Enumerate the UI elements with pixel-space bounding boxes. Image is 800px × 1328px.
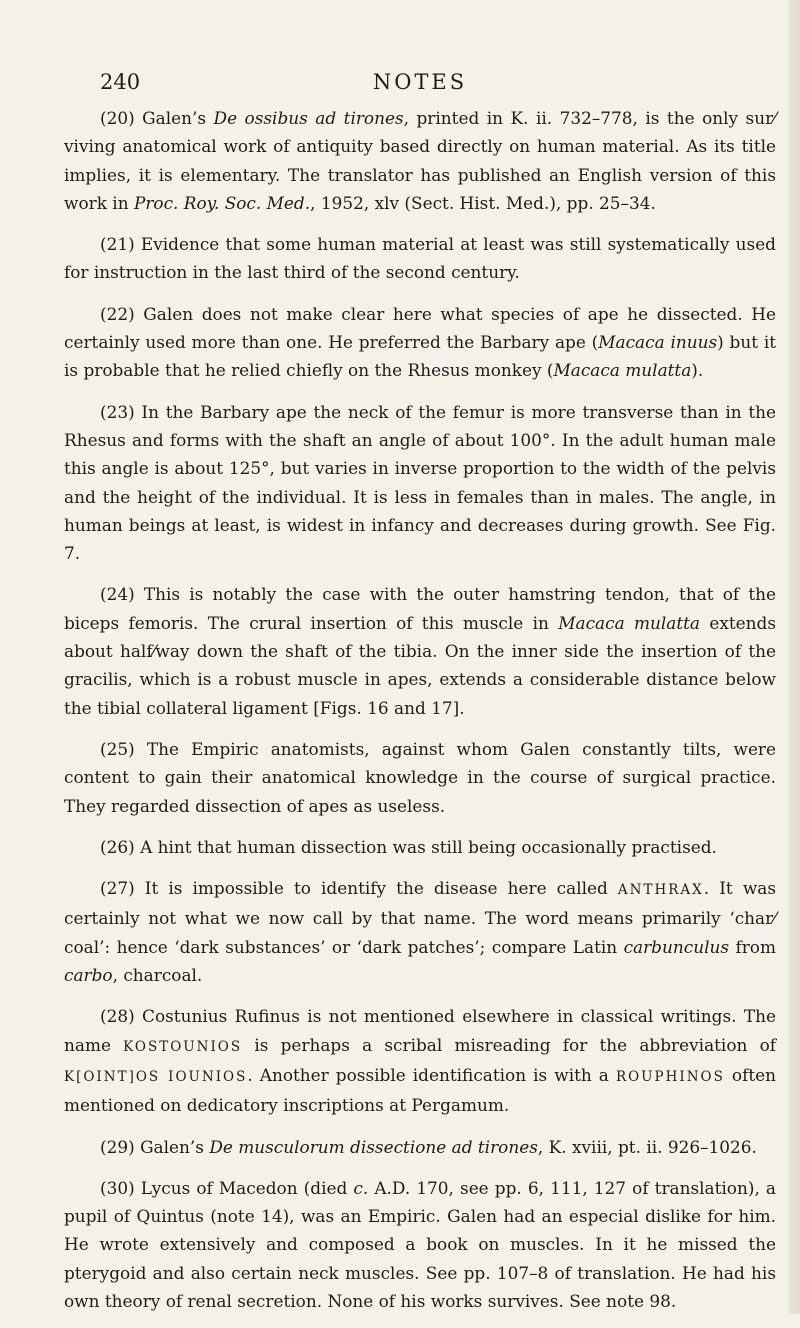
running-head-title: NOTES — [372, 70, 468, 94]
note-text: , printed in K. ii. 732–778, is the only sur⁄ viving anatomical work of antiquity based directly on human material. As its title implies, it is elementary. The translator has published an English version of this work in — [64, 108, 776, 213]
note-text: Costunius Rufinus is not mentioned elsewhere in classical writings. The name — [64, 1006, 776, 1055]
small-caps-text: ROUPHINOS — [615, 1068, 725, 1085]
note-number: (21) — [100, 234, 135, 255]
note-number: (25) — [100, 738, 135, 759]
note-number: (23) — [100, 401, 135, 422]
book-page — [64, 70, 776, 1328]
italic-text: Macaca mulatta — [558, 612, 700, 633]
small-caps-text: K[OINT]OS IOUNIOS — [64, 1068, 248, 1085]
note-text: often mentioned on dedicatory inscriptions at Pergamum. — [64, 1064, 777, 1116]
note-text: , charcoal. — [112, 965, 203, 986]
note-text: ). — [691, 360, 704, 381]
running-header — [64, 70, 776, 98]
note-text: Lycus of Macedon (died — [140, 1177, 354, 1198]
italic-text: De musculorum dissectione ad tirones — [209, 1136, 538, 1157]
italic-text: carbunculus — [623, 936, 730, 957]
note-text: A.D. 170, see pp. 6, 111, 127 of translation), a pupil of Quintus (note 14), was an Empiric. Galen had an especial dislike for him. He wrote extensively and composed a book on muscles. In it he missed the pterygoid and also certain neck muscles. See pp. 107–8 of translation. He had his own theory of renal secretion. None of his works survives. See note 98. — [64, 1177, 776, 1311]
italic-text: Macaca inuus — [598, 332, 718, 353]
note-paragraph — [64, 833, 776, 861]
note-text: is perhaps a scribal misreading for the abbreviation of — [242, 1034, 776, 1055]
note-paragraph — [64, 1133, 776, 1161]
note-text: extends about half⁄way down the shaft of the tibia. On the inner side the insertion of the gracilis, which is a robust muscle in apes, extends a considerable distance below the tibial collateral ligament [Figs. 16 and 17]. — [64, 612, 776, 718]
note-text: , K. xviii, pt. ii. 926–1026. — [537, 1136, 757, 1157]
italic-text: Proc. Roy. Soc. Med. — [133, 192, 311, 213]
note-text: In the Barbary ape the neck of the femur is more transverse than in the Rhesus and forms with the shaft an angle of about 100°. In the adult human male this angle is about 125°, but varies in inverse proportion to the width of the pelvis and the height of the individual. It is less in females than in males. The angle, in human beings at least, is widest in infancy and decreases during growth. See Fig. 7. — [64, 401, 776, 564]
note-text: . It was certainly not what we now call by that name. The word means primarily ‘char⁄ coal’: hence ‘dark substances’ or ‘dark patches’; compare Latin — [64, 878, 777, 957]
note-text: Galen’s — [142, 108, 214, 128]
note-text: . Another possible identification is with a — [247, 1064, 616, 1085]
small-caps-text: ANTHRAX — [617, 882, 704, 899]
note-text: Galen does not make clear here what species of ape he dissected. He certainly used more than one. He preferred the Barbary ape ( — [64, 303, 776, 353]
note-text: Galen’s — [140, 1136, 210, 1157]
note-number: (24) — [100, 584, 135, 605]
note-number: (27) — [100, 878, 135, 899]
note-paragraph — [64, 398, 776, 568]
note-text: ) but it is probable that he relied chiefly on the Rhesus monkey ( — [64, 332, 777, 381]
note-paragraph — [64, 874, 776, 989]
note-text: This is notably the case with the outer hamstring tendon, that of the biceps femoris. The crural insertion of this muscle in — [64, 584, 777, 633]
note-number: (29) — [100, 1136, 135, 1157]
page-edge-shadow — [786, 0, 800, 1314]
note-paragraph — [64, 300, 776, 385]
italic-text: De ossibus ad tirones — [213, 108, 404, 128]
small-caps-text: KOSTOUNIOS — [123, 1038, 243, 1055]
note-text: A hint that human dissection was still being occasionally practised. — [140, 836, 717, 857]
note-number: (22) — [100, 303, 135, 324]
note-paragraph — [64, 230, 776, 287]
note-text: The Empiric anatomists, against whom Galen constantly tilts, were content to gain their anatomical knowledge in the course of surgical practice. They regarded dissection of apes as useless. — [64, 738, 777, 816]
note-number: (30) — [100, 1177, 135, 1198]
note-number: (20) — [100, 108, 135, 128]
note-paragraph — [64, 104, 776, 217]
note-paragraph — [64, 735, 776, 820]
note-text: from — [729, 936, 776, 957]
note-text: Evidence that some human material at least was still systematically used for instruction in the last third of the second century. — [64, 234, 776, 283]
note-paragraph — [64, 580, 776, 721]
note-text: , 1952, xlv (Sect. Hist. Med.), pp. 25–34. — [310, 192, 656, 213]
italic-text: Macaca mulatta — [553, 360, 692, 381]
italic-text: c. — [353, 1177, 369, 1198]
notes-list — [64, 104, 776, 1315]
italic-text: carbo — [64, 965, 113, 986]
note-number: (28) — [100, 1006, 135, 1027]
page-number: 240 — [100, 70, 141, 94]
note-text: It is impossible to identify the disease here called — [144, 878, 618, 899]
note-number: (26) — [100, 836, 135, 857]
note-paragraph — [64, 1174, 776, 1315]
note-paragraph — [64, 1002, 776, 1119]
